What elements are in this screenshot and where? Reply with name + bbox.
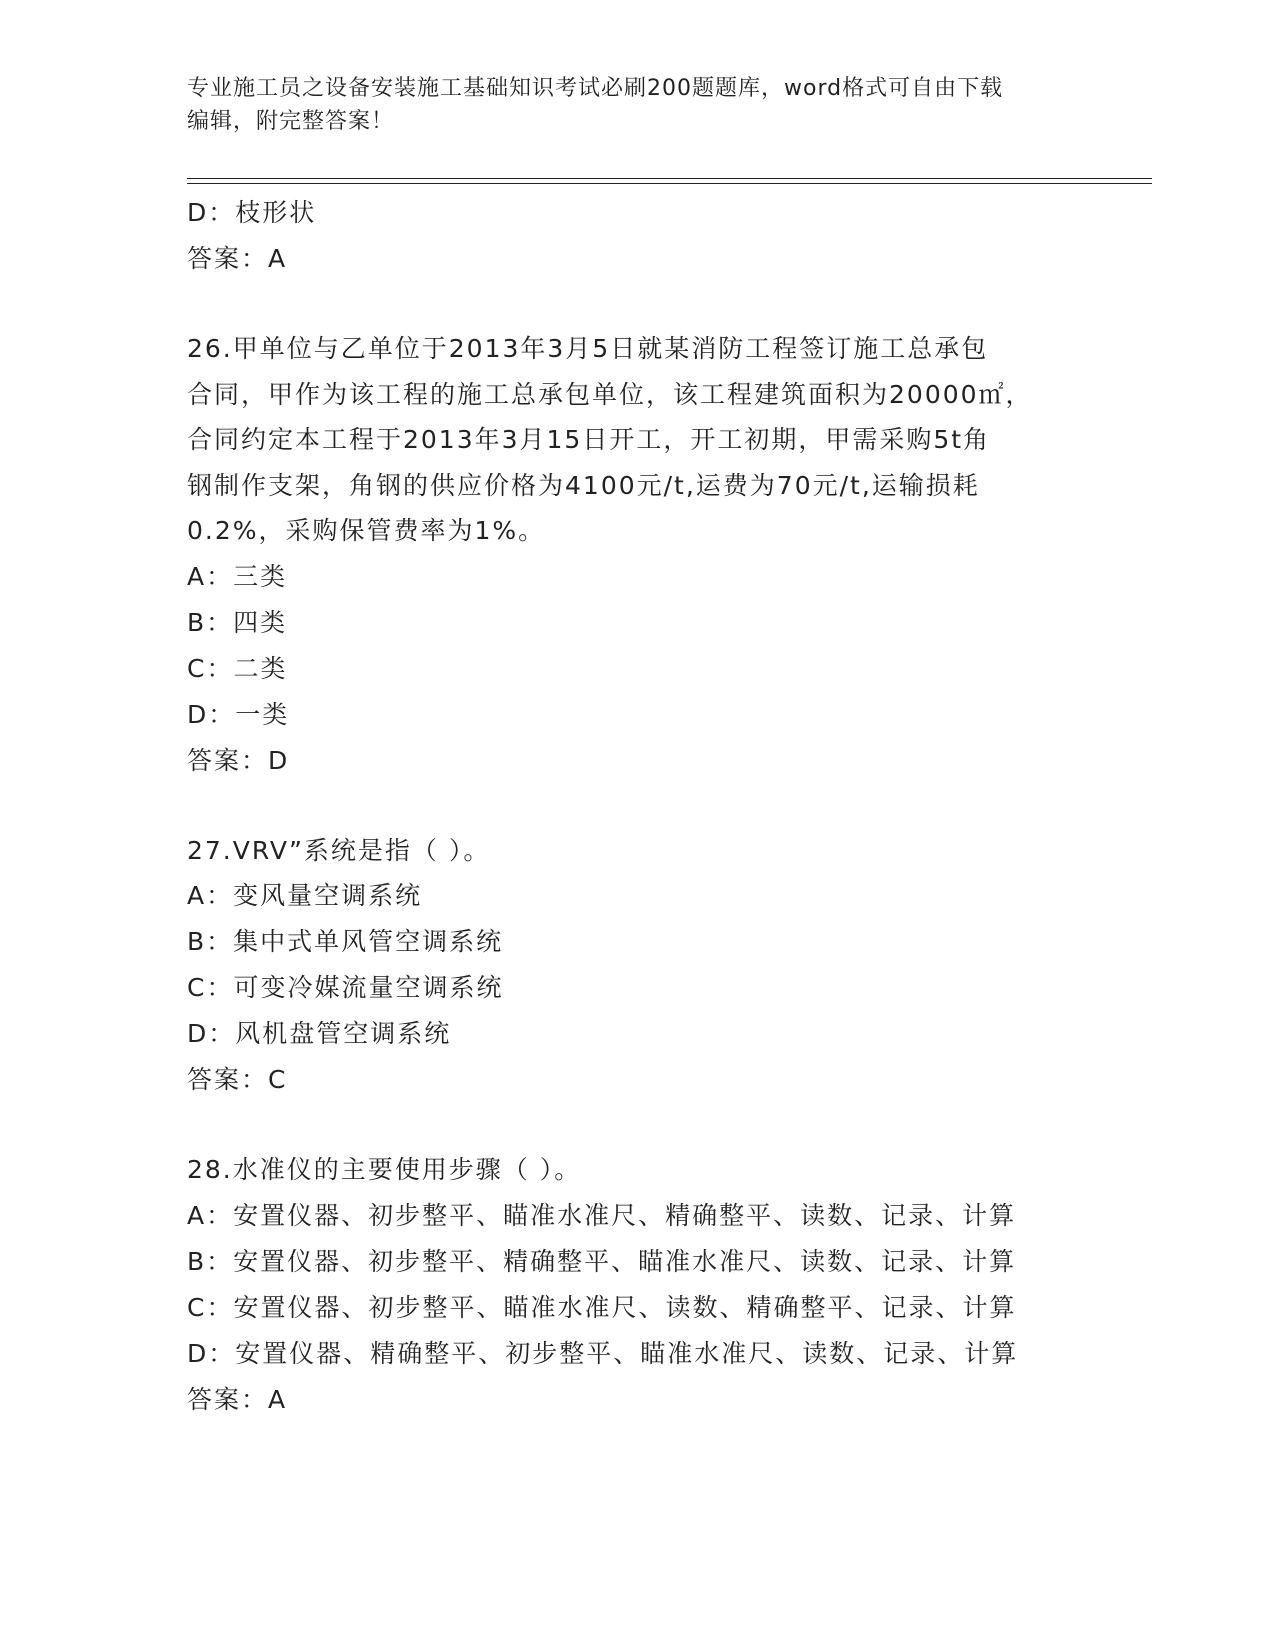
answer-label: 答案：: [187, 745, 269, 775]
option-d: D：风机盘管空调系统: [187, 1019, 452, 1048]
document-header: [187, 72, 1067, 138]
option-c: C：二类: [187, 653, 288, 683]
answer-value: A: [268, 244, 287, 273]
answer-value: D: [268, 745, 289, 775]
option-b: B：集中式单风管空调系统: [187, 927, 504, 956]
question-stem: 28.水准仪的主要使用步骤（ ）。: [187, 1155, 582, 1184]
answer-label: 答案：: [187, 1384, 269, 1414]
answer-label: 答案：: [187, 244, 269, 273]
header-line-2: 编辑，附完整答案！: [187, 109, 395, 134]
question-26: [187, 326, 1087, 784]
option-a: A：三类: [187, 561, 288, 591]
header-divider-bottom: [187, 183, 1152, 184]
question-28: [187, 1147, 1087, 1423]
question-27: [187, 828, 1087, 1104]
answer-label: 答案：: [187, 1065, 269, 1094]
option-d: D：安置仪器、精确整平、初步整平、瞄准水准尺、读数、记录、计算: [187, 1338, 1019, 1368]
option-c: C：可变冷媒流量空调系统: [187, 973, 504, 1002]
header-line-1: 专业施工员之设备安装施工基础知识考试必刷200题题库，word格式可自由下载: [187, 76, 1004, 101]
question-stem: 27.VRV”系统是指（ ）。: [187, 835, 491, 865]
answer-line: [187, 236, 1087, 282]
answer-line: [187, 1057, 1087, 1103]
option-a: A：变风量空调系统: [187, 881, 423, 910]
option-b: B：安置仪器、初步整平、精确整平、瞄准水准尺、读数、记录、计算: [187, 1246, 1017, 1276]
answer-value: C: [268, 1065, 287, 1094]
option-c: C：安置仪器、初步整平、瞄准水准尺、读数、精确整平、记录、计算: [187, 1292, 1017, 1322]
header-divider-top: [187, 178, 1152, 179]
option-a: A：安置仪器、初步整平、瞄准水准尺、精确整平、读数、记录、计算: [187, 1200, 1017, 1230]
answer-line: [187, 1377, 1087, 1423]
previous-question-tail: [187, 190, 1087, 282]
document-body: [187, 190, 1087, 1423]
answer-line: [187, 738, 1087, 784]
option-d: D：枝形状: [187, 198, 317, 227]
option-d: D：一类: [187, 699, 290, 729]
option-b: B：四类: [187, 607, 288, 637]
answer-value: A: [268, 1384, 287, 1414]
question-stem: 26.甲单位与乙单位于2013年3月5日就某消防工程签订施工总承包 合同，甲作为该工程的施工总承包单位，该工程建筑面积为20000㎡， 合同约定本工程于2013年3月15日开工，开工初期，甲需采购5t角 钢制作支架，角钢的供应价格为4100元/t,运费为70元/t,运输损耗 0.2%，采购保管费率为1%。: [187, 334, 1033, 545]
